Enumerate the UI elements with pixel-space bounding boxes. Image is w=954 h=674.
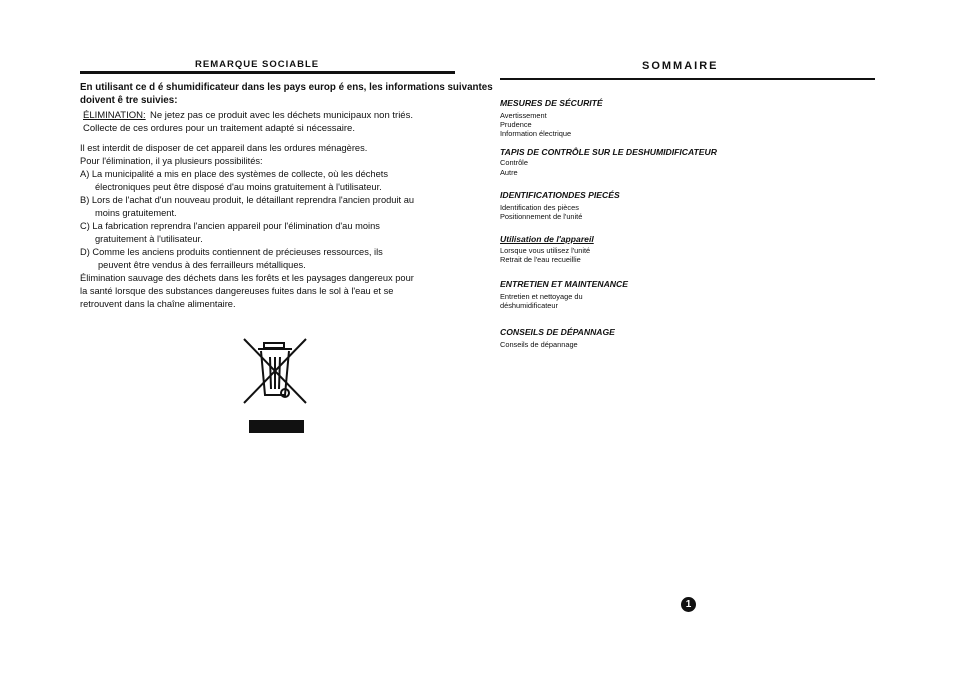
- toc-item: Retrait de l'eau recueillie: [500, 255, 581, 264]
- left-title-rule: [80, 71, 455, 74]
- body-line: A) La municipalité a mis en place des systèmes de collecte, où les déchets: [80, 169, 388, 179]
- toc-section-heading: Utilisation de l'appareil: [500, 234, 594, 244]
- crossed-out-wheelie-bin-icon: [238, 335, 310, 407]
- page-number-badge: 1: [681, 597, 696, 612]
- toc-item: Identification des pièces: [500, 203, 579, 212]
- toc-item: Contrôle: [500, 158, 528, 167]
- toc-title-rule: [500, 78, 875, 80]
- body-line: C) La fabrication reprendra l'ancien appareil pour l'élimination d'au moins: [80, 221, 380, 231]
- toc-item: déshumidificateur: [500, 301, 558, 310]
- body-line: peuvent être vendus à des ferrailleurs métalliques.: [98, 260, 306, 270]
- intro-line-1: En utilisant ce d é shumidificateur dans les pays europ é ens, les informations suivantes: [80, 82, 493, 93]
- body-line: gratuitement à l'utilisateur.: [95, 234, 203, 244]
- elimination-text-2: Collecte de ces ordures pour un traitement adapté si nécessaire.: [83, 123, 355, 134]
- elimination-text-1: Ne jetez pas ce produit avec les déchets municipaux non triés.: [150, 110, 413, 121]
- body-line: Élimination sauvage des déchets dans les forêts et les paysages dangereux pour: [80, 273, 414, 283]
- toc-title: SOMMAIRE: [642, 60, 719, 72]
- left-page-title: REMARQUE SOCIABLE: [195, 59, 320, 70]
- toc-item: Lorsque vous utilisez l'unité: [500, 246, 591, 255]
- intro-line-2: doivent ê tre suivies:: [80, 95, 178, 106]
- toc-item: Autre: [500, 168, 518, 177]
- toc-section-heading: CONSEILS DE DÉPANNAGE: [500, 327, 615, 337]
- toc-item: Avertissement: [500, 111, 547, 120]
- elimination-label: ÉLIMINATION:: [83, 110, 146, 121]
- toc-section-heading: IDENTIFICATIONDES PIECÉS: [500, 190, 620, 200]
- toc-item: Prudence: [500, 120, 532, 129]
- body-line: B) Lors de l'achat d'un nouveau produit, le détaillant reprendra l'ancien produit au: [80, 195, 415, 205]
- body-line: retrouvent dans la chaîne alimentaire.: [80, 299, 236, 309]
- toc-item: Information électrique: [500, 129, 572, 138]
- toc-section-heading: ENTRETIEN ET MAINTENANCE: [500, 279, 628, 289]
- body-line: D) Comme les anciens produits contiennent de précieuses ressources, ils: [80, 247, 383, 257]
- toc-section-heading: MESURES DE SÉCURITÉ: [500, 98, 603, 108]
- body-line: Il est interdit de disposer de cet appareil dans les ordures ménagères.: [80, 143, 368, 153]
- toc-item: Conseils de dépannage: [500, 340, 578, 349]
- body-line: Pour l'élimination, il ya plusieurs possibilités:: [80, 156, 263, 166]
- body-line: moins gratuitement.: [95, 208, 177, 218]
- toc-item: Entretien et nettoyage du: [500, 292, 583, 301]
- body-line: la santé lorsque des substances dangereuses fuites dans le sol à l'eau et se: [80, 286, 394, 296]
- toc-item: Positionnement de l'unité: [500, 212, 583, 221]
- body-line: électroniques peut être disposé d'au moins gratuitement à l'utilisateur.: [95, 182, 382, 192]
- toc-section-heading: TAPIS DE CONTRÔLE SUR LE DESHUMIDIFICATEUR: [500, 147, 717, 157]
- weee-black-bar: [249, 420, 304, 433]
